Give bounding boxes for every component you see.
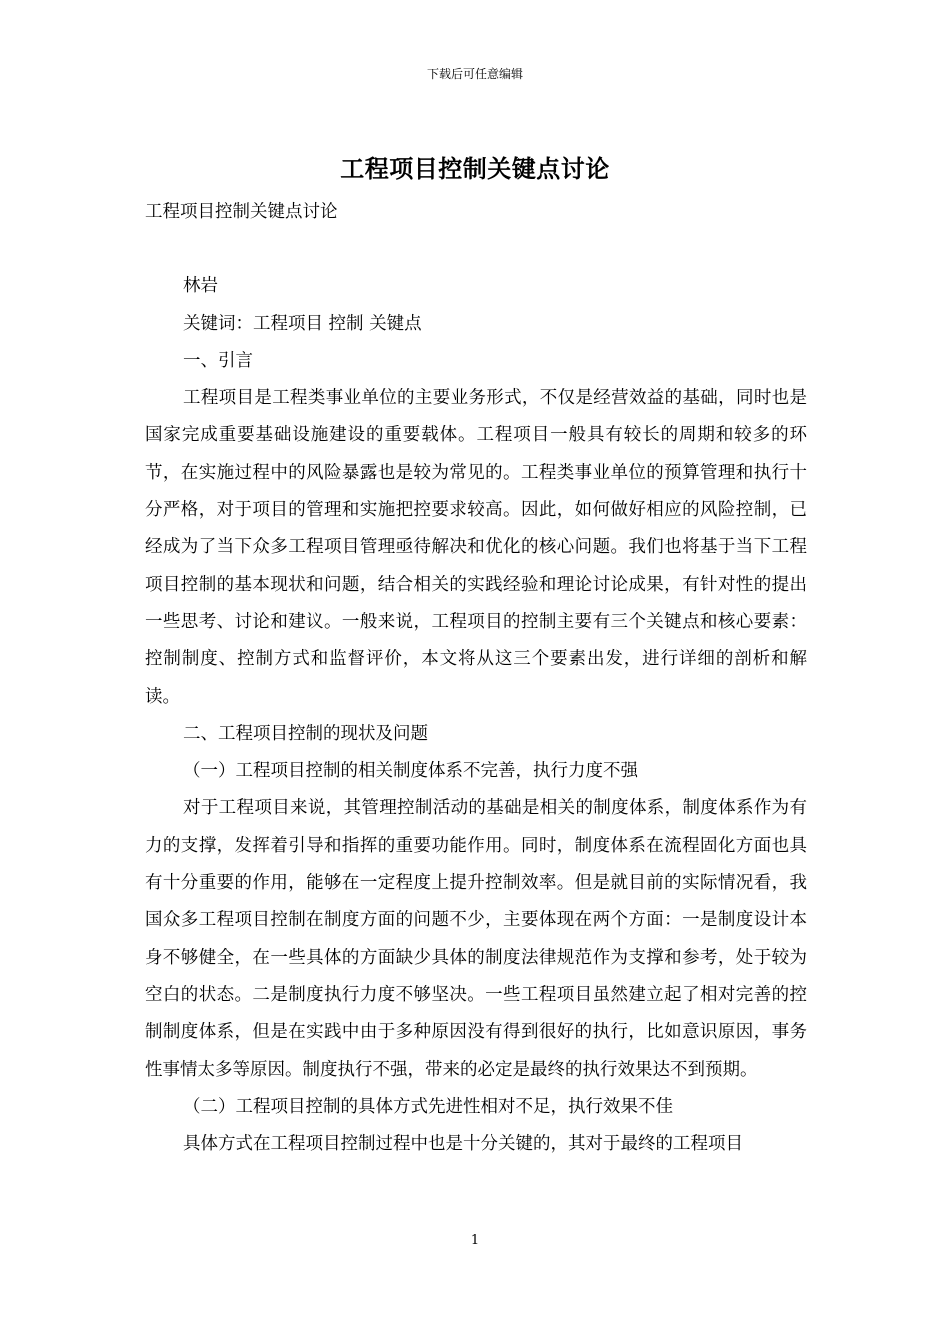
blank-line — [145, 231, 807, 268]
paragraph-intro: 工程项目是工程类事业单位的主要业务形式，不仅是经营效益的基础，同时也是国家完成重要基础设施建设的重要载体。工程项目一般具有较长的周期和较多的环节，在实施过程中的风险暴露也是较为常见的。工程类事业单位的预算管理和执行十分严格，对于项目的管理和实施把控要求较高。因此，如何做好相应的风险控制，已经成为了当下众多工程项目管理亟待解决和优化的核心问题。我们也将基于当下工程项目控制的基本现状和问题，结合相关的实践经验和理论讨论成果，有针对性的提出一些思考、讨论和建议。一般来说，工程项目的控制主要有三个关键点和核心要素：控制制度、控制方式和监督评价，本文将从这三个要素出发，进行详细的剖析和解读。 — [145, 388, 807, 707]
document-title: 工程项目控制关键点讨论 — [340, 154, 610, 183]
keywords-line: 关键词：工程项目 控制 关键点 — [183, 313, 422, 334]
page-number: 1 — [470, 1233, 480, 1248]
subsection-heading-1: （一）工程项目控制的相关制度体系不完善，执行力度不强 — [183, 761, 638, 782]
document-body — [145, 194, 807, 1163]
page-header-note: 下载后可任意编辑 — [426, 67, 523, 81]
paragraph-subsection-1: 对于工程项目来说，其管理控制活动的基础是相关的制度体系，制度体系作为有力的支撑，发挥着引导和指挥的重要功能作用。同时，制度体系在流程固化方面也具有十分重要的作用，能够在一定程度上提升控制效率。但是就目前的实际情况看，我国众多工程项目控制在制度方面的问题不少，主要体现在两个方面：一是制度设计本身不够健全，在一些具体的方面缺少具体的制度法律规范作为支撑和参考，处于较为空白的状态。二是制度执行力度不够坚决。一些工程项目虽然建立起了相对完善的控制制度体系，但是在实践中由于多种原因没有得到很好的执行，比如意识原因，事务性事情太多等原因。制度执行不强，带来的必定是最终的执行效果达不到预期。 — [145, 798, 807, 1080]
section-heading-status: 二、工程项目控制的现状及问题 — [183, 723, 428, 744]
author-line: 林岩 — [183, 276, 218, 297]
document-subtitle: 工程项目控制关键点讨论 — [145, 202, 338, 222]
section-heading-intro: 一、引言 — [183, 350, 253, 371]
paragraph-subsection-2: 具体方式在工程项目控制过程中也是十分关键的，其对于最终的工程项目 — [183, 1134, 743, 1155]
subsection-heading-2: （二）工程项目控制的具体方式先进性相对不足，执行效果不佳 — [183, 1096, 673, 1117]
